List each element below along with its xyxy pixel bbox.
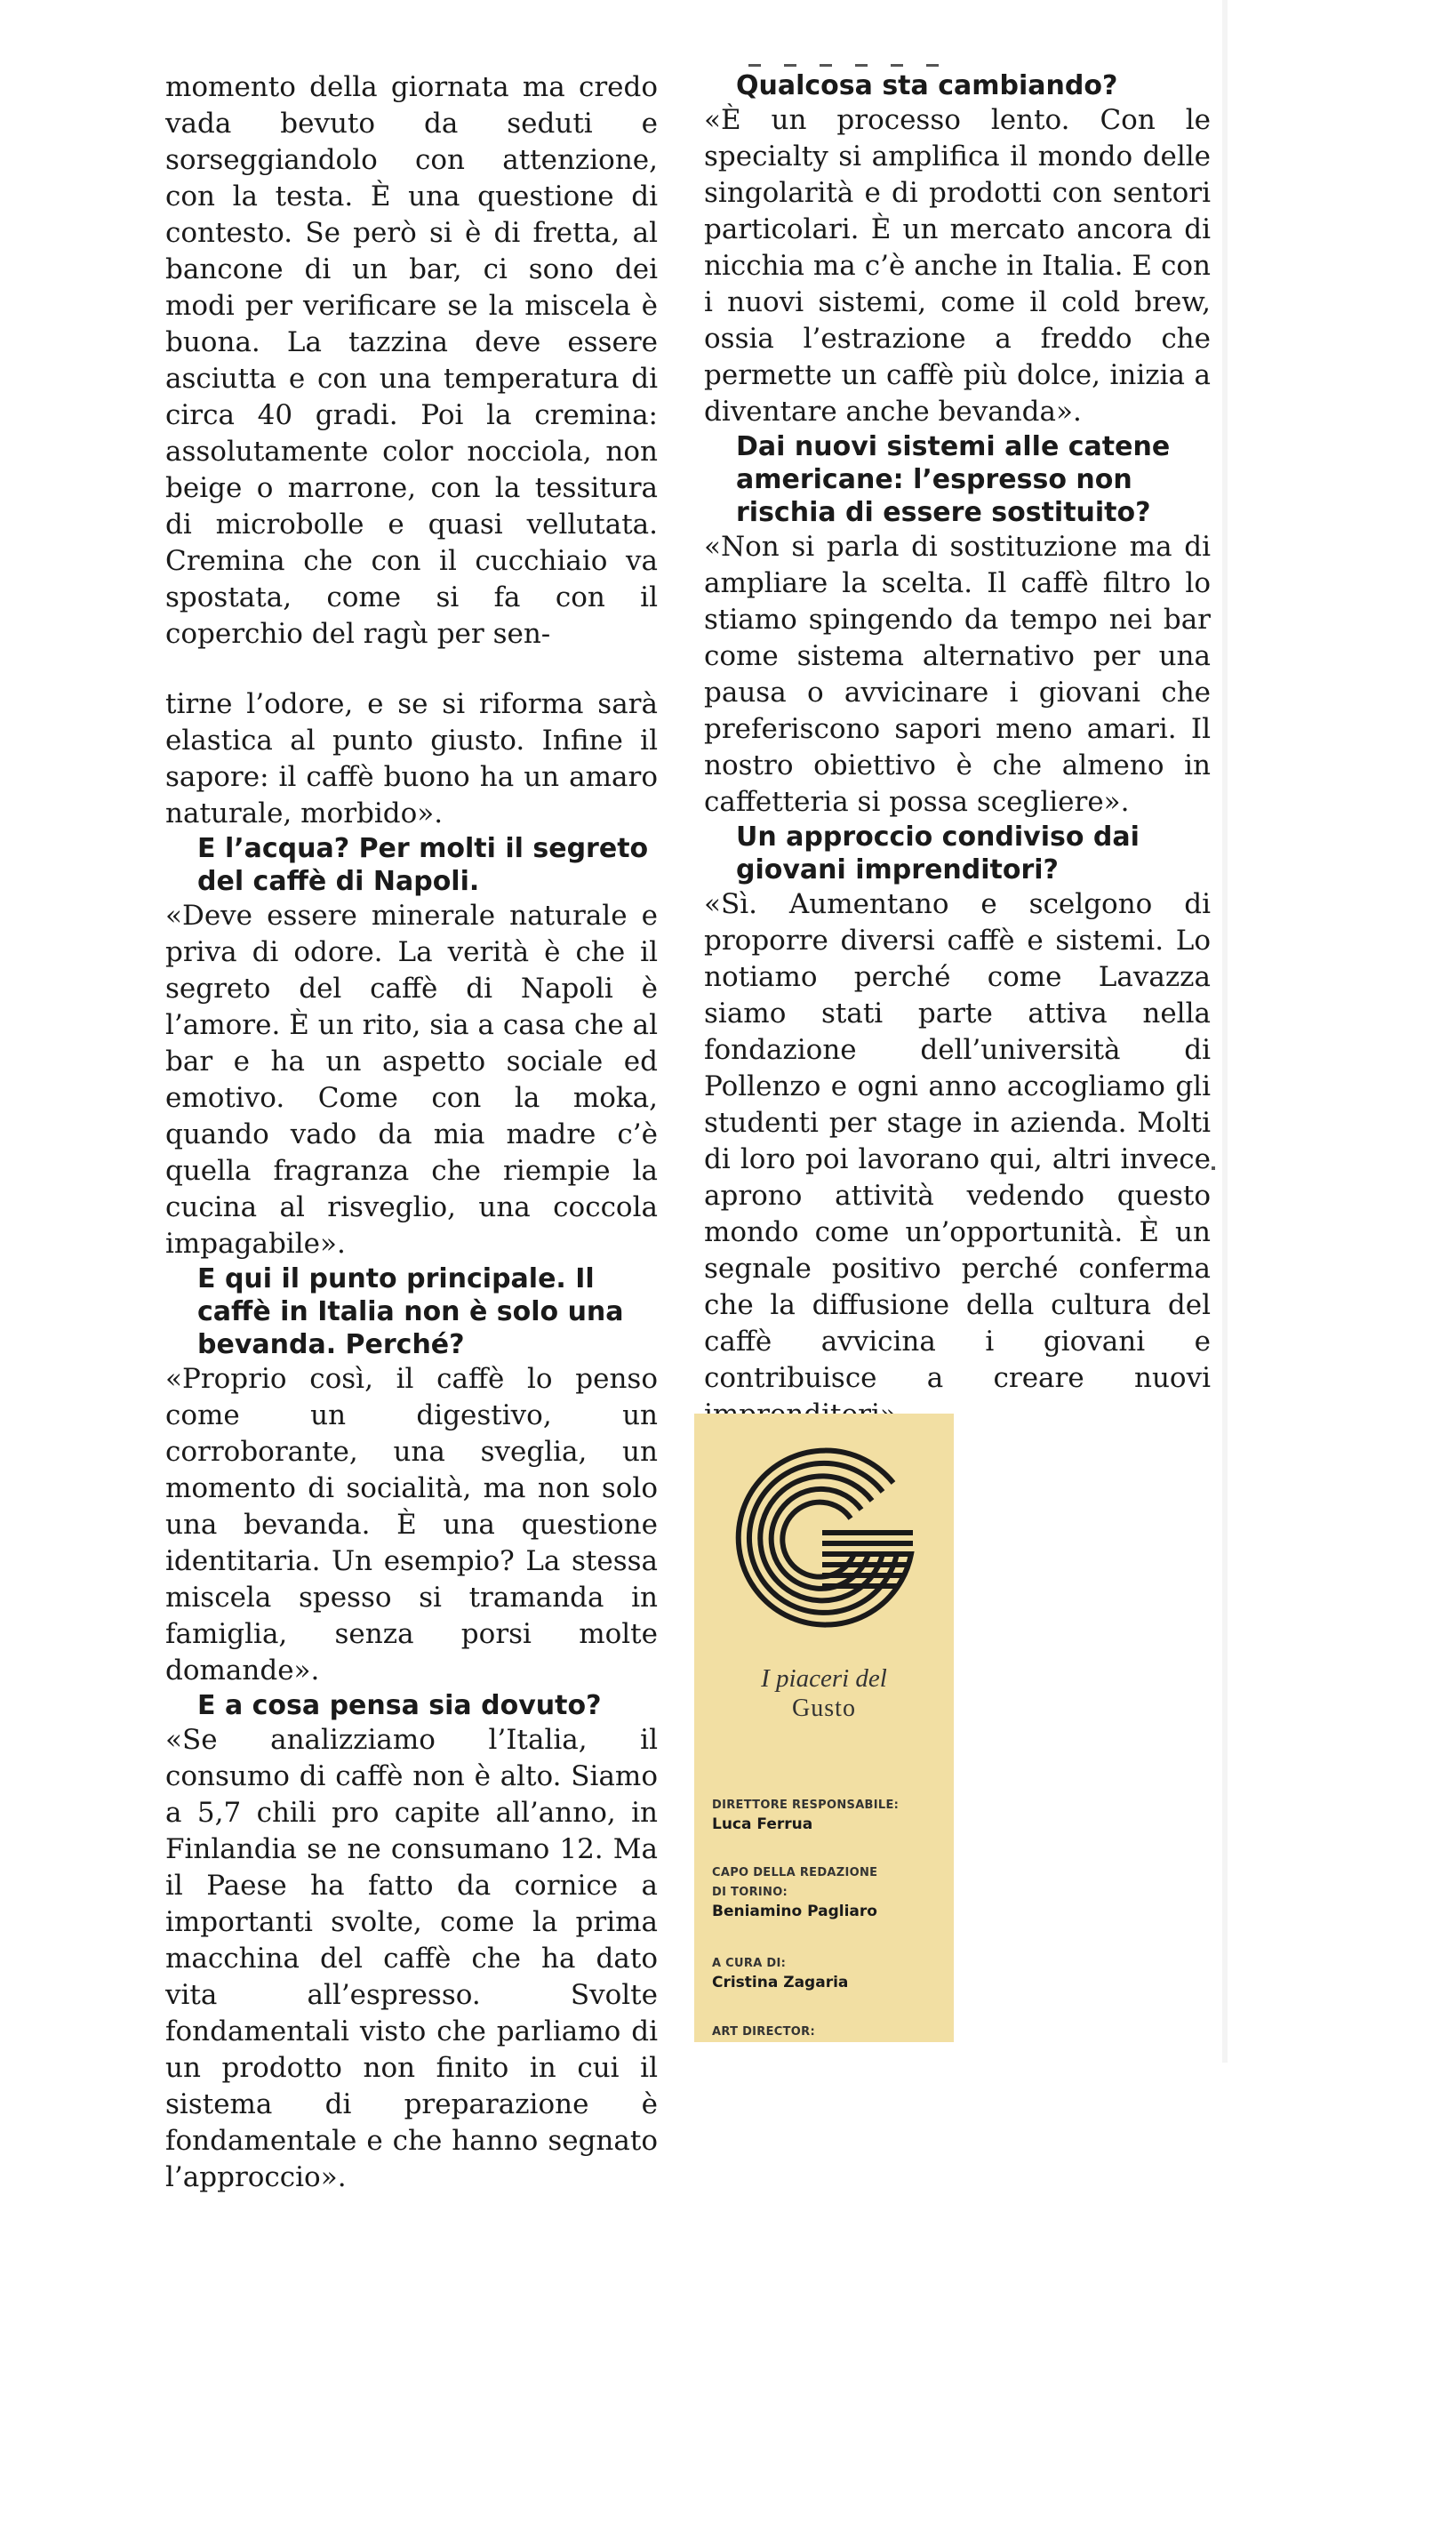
answer-paragraph: momento della giornata ma credo vada bevuto da seduti e sorseggiandolo con attenzione, con la testa. È una questione di contesto. Se però si è di fretta, al bancone di un bar, ci sono dei modi per verificare se la miscela è buona. La tazzina deve essere asciutta e con una temperatura di circa 40 gradi. Poi la cremina: assolutamente color nocciola, non beige o marrone, con la tessitura di microbolle e quasi vellutata. Cremina che con il cucchiaio va spostata, come si fa con il coperchio del ragù per sen- <box>165 71 658 650</box>
chief-label-line1: CAPO DELLA REDAZIONE <box>712 1866 878 1879</box>
answer-paragraph: «Sì. Aumentano e scelgono di proporre diversi caffè e sistemi. Lo notiamo perché come Lavazza siamo stati parte attiva nella fondazione dell’università di Pollenzo e ogni anno accogliamo gli studenti per stage in azienda. Molti di loro poi lavorano qui, altri invece aprono attività vedendo questo mondo come un’opportunità. È un segnale positivo perché conferma che la diffusione della cultura del caffè avvicina i giovani e contribuisce a creare nuovi <box>704 888 1211 1394</box>
masthead-title-line2: Gusto <box>792 1695 856 1722</box>
editor-name: Cristina Zagaria <box>712 1974 849 1991</box>
masthead-title-line1: I piaceri del <box>761 1664 887 1693</box>
chief-name: Beniamino Pagliaro <box>712 1903 877 1920</box>
interview-question: E l’acqua? Per molti il segreto del caffè di Napoli. <box>197 833 649 897</box>
director-label: DIRETTORE RESPONSABILE: <box>712 1799 900 1812</box>
interview-question: E qui il punto principale. Il caffè in Italia non è solo una bevanda. Perché? <box>197 1263 624 1360</box>
interview-question: Un approccio condiviso dai giovani imprenditori? <box>736 821 1140 885</box>
print-speck <box>1212 1166 1215 1170</box>
cropped-text-fragment <box>748 55 988 69</box>
masthead-box <box>694 1414 954 2042</box>
interview-question: E a cosa pensa sia dovuto? <box>197 1690 602 1721</box>
page-edge-shadow <box>1222 0 1228 2063</box>
answer-paragraph: «È un processo lento. Con le specialty si amplifica il mondo delle singolarità e di prodotti con sentori particolari. È un mercato ancora di nicchia ma c’è anche in Italia. E con i nuovi sistemi, come il cold brew, ossia l’estrazione a freddo che permette un caffè più dolce, inizia a diventare anche bevanda». <box>704 104 1211 428</box>
interview-question: Qualcosa sta cambiando? <box>736 70 1118 101</box>
striped-g-logo-icon <box>707 1430 941 1652</box>
answer-paragraph: «Se analizziamo l’Italia, il consumo di caffè non è alto. Siamo a 5,7 chili pro capite all’anno, in Finlandia se ne consumano 12. Ma il Paese ha fatto da cornice a importanti svolte, come la prima macchina del caffè che ha dato vita all’espresso. Svolte fondamentali visto che parliamo di un prodotto non finito in cui il sistema di preparazione è fondamentale e che hanno segnato l’approccio». <box>165 1724 658 2193</box>
left-article-column <box>165 0 658 2196</box>
answer-paragraph: «Deve essere minerale naturale e priva di odore. La verità è che il segreto del caffè di Napoli è l’amore. È un rito, sia a casa che al bar e ha un aspetto sociale ed emotivo. Come con la moka, quando vado da mia madre c’è quella fragranza che riempie la cucina al risveglio, una coccola impagabile». <box>165 900 658 1260</box>
right-article-column <box>704 0 1211 1433</box>
answer-paragraph: tirne l’odore, e se si riforma sarà elastica al punto giusto. Infine il sapore: il caffè buono ha un amaro naturale, morbido». <box>165 688 658 829</box>
editor-label: A CURA DI: <box>712 1957 787 1970</box>
answer-paragraph: «Non si parla di sostituzione ma di ampliare la scelta. Il caffè filtro lo stiamo spingendo da tempo nei bar come sistema alternativo per una pausa o avvicinare i giovani che preferiscono sapori meno amari. Il nostro obiettivo è che almeno in caffetteria si possa scegliere». <box>704 531 1211 818</box>
director-name: Luca Ferrua <box>712 1815 813 1833</box>
chief-label-line2: DI TORINO: <box>712 1886 788 1899</box>
interview-question: Dai nuovi sistemi alle catene americane: l’espresso non rischia di essere sostituito? <box>736 431 1171 528</box>
art-director-label: ART DIRECTOR: <box>712 2025 815 2039</box>
answer-paragraph: «Proprio così, il caffè lo penso come un digestivo, un corroborante, una sveglia, un momento di socialità, ma non solo una bevanda. È una questione identitaria. Un esempio? La stessa miscela spesso si tramanda in famiglia, senza porsi molte domande». <box>165 1363 658 1687</box>
